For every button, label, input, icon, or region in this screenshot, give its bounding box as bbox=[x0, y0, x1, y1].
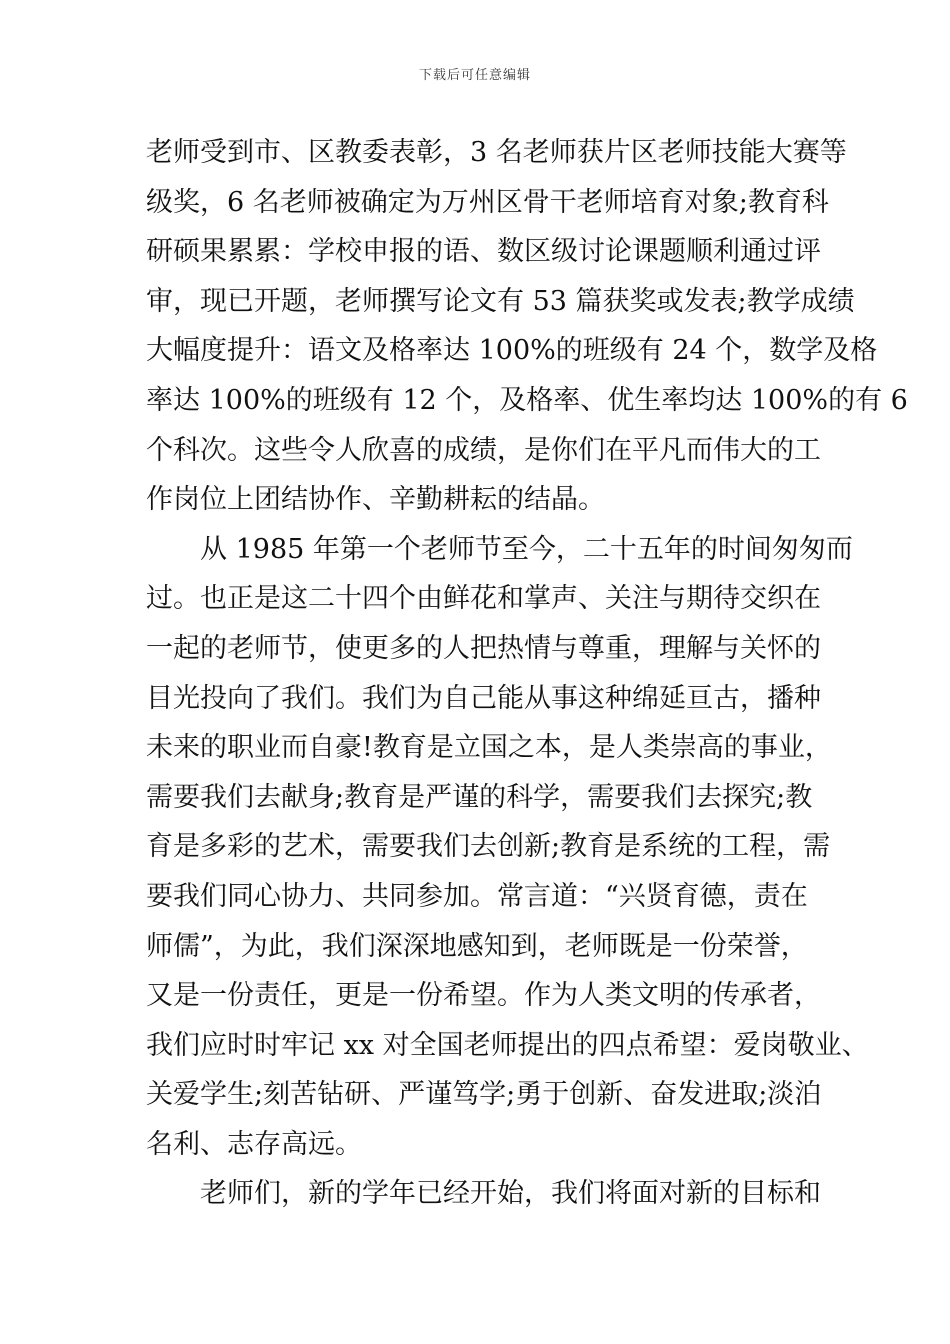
paragraph-start-line: 老师们，新的学年已经开始，我们将面对新的目标和 bbox=[200, 1178, 821, 1210]
text-line: 我们应时时牢记 xx 对全国老师提出的四点希望：爱岗敬业、 bbox=[146, 1029, 869, 1061]
text-line: 大幅度提升：语文及格率达 100%的班级有 24 个，数学及格 bbox=[146, 335, 878, 367]
text-line: 级奖，6 名老师被确定为万州区骨干老师培育对象;教育科 bbox=[146, 186, 829, 218]
text-line: 研硕果累累：学校申报的语、数区级讨论课题顺利通过评 bbox=[146, 236, 821, 268]
text-line: 未来的职业而自豪!教育是立国之本，是人类崇高的事业， bbox=[146, 732, 832, 764]
text-line: 要我们同心协力、共同参加。常言道：“兴贤育德，责在 bbox=[146, 880, 808, 912]
paragraph-start-line: 从 1985 年第一个老师节至今，二十五年的时间匆匆而 bbox=[200, 533, 853, 565]
text-line: 作岗位上团结协作、辛勤耕耘的结晶。 bbox=[146, 484, 605, 516]
text-line: 率达 100%的班级有 12 个，及格率、优生率均达 100%的有 6 bbox=[146, 384, 908, 416]
text-line: 审，现已开题，老师撰写论文有 53 篇获奖或发表;教学成绩 bbox=[146, 285, 855, 317]
text-line: 名利、志存高远。 bbox=[146, 1128, 362, 1160]
text-line: 老师受到市、区教委表彰，3 名老师获片区老师技能大赛等 bbox=[146, 137, 847, 168]
text-line: 又是一份责任，更是一份希望。作为人类文明的传承者， bbox=[146, 980, 821, 1012]
page-header: 下载后可任意编辑 bbox=[418, 68, 531, 83]
text-line: 个科次。这些令人欣喜的成绩，是你们在平凡而伟大的工 bbox=[146, 434, 821, 466]
text-line: 一起的老师节，使更多的人把热情与尊重，理解与关怀的 bbox=[146, 632, 821, 664]
text-line: 关爱学生;刻苦钻研、严谨笃学;勇于创新、奋发进取;淡泊 bbox=[146, 1079, 822, 1111]
document-body bbox=[146, 128, 908, 1219]
text-line: 需要我们去献身;教育是严谨的科学，需要我们去探究;教 bbox=[146, 781, 813, 813]
text-line: 育是多彩的艺术，需要我们去创新;教育是系统的工程，需 bbox=[146, 831, 831, 863]
text-line: 目光投向了我们。我们为自己能从事这种绵延亘古，播种 bbox=[146, 682, 821, 714]
text-line: 过。也正是这二十四个由鲜花和掌声、关注与期待交织在 bbox=[146, 583, 821, 615]
text-line: 师儒”，为此，我们深深地感知到，老师既是一份荣誉， bbox=[146, 930, 808, 962]
